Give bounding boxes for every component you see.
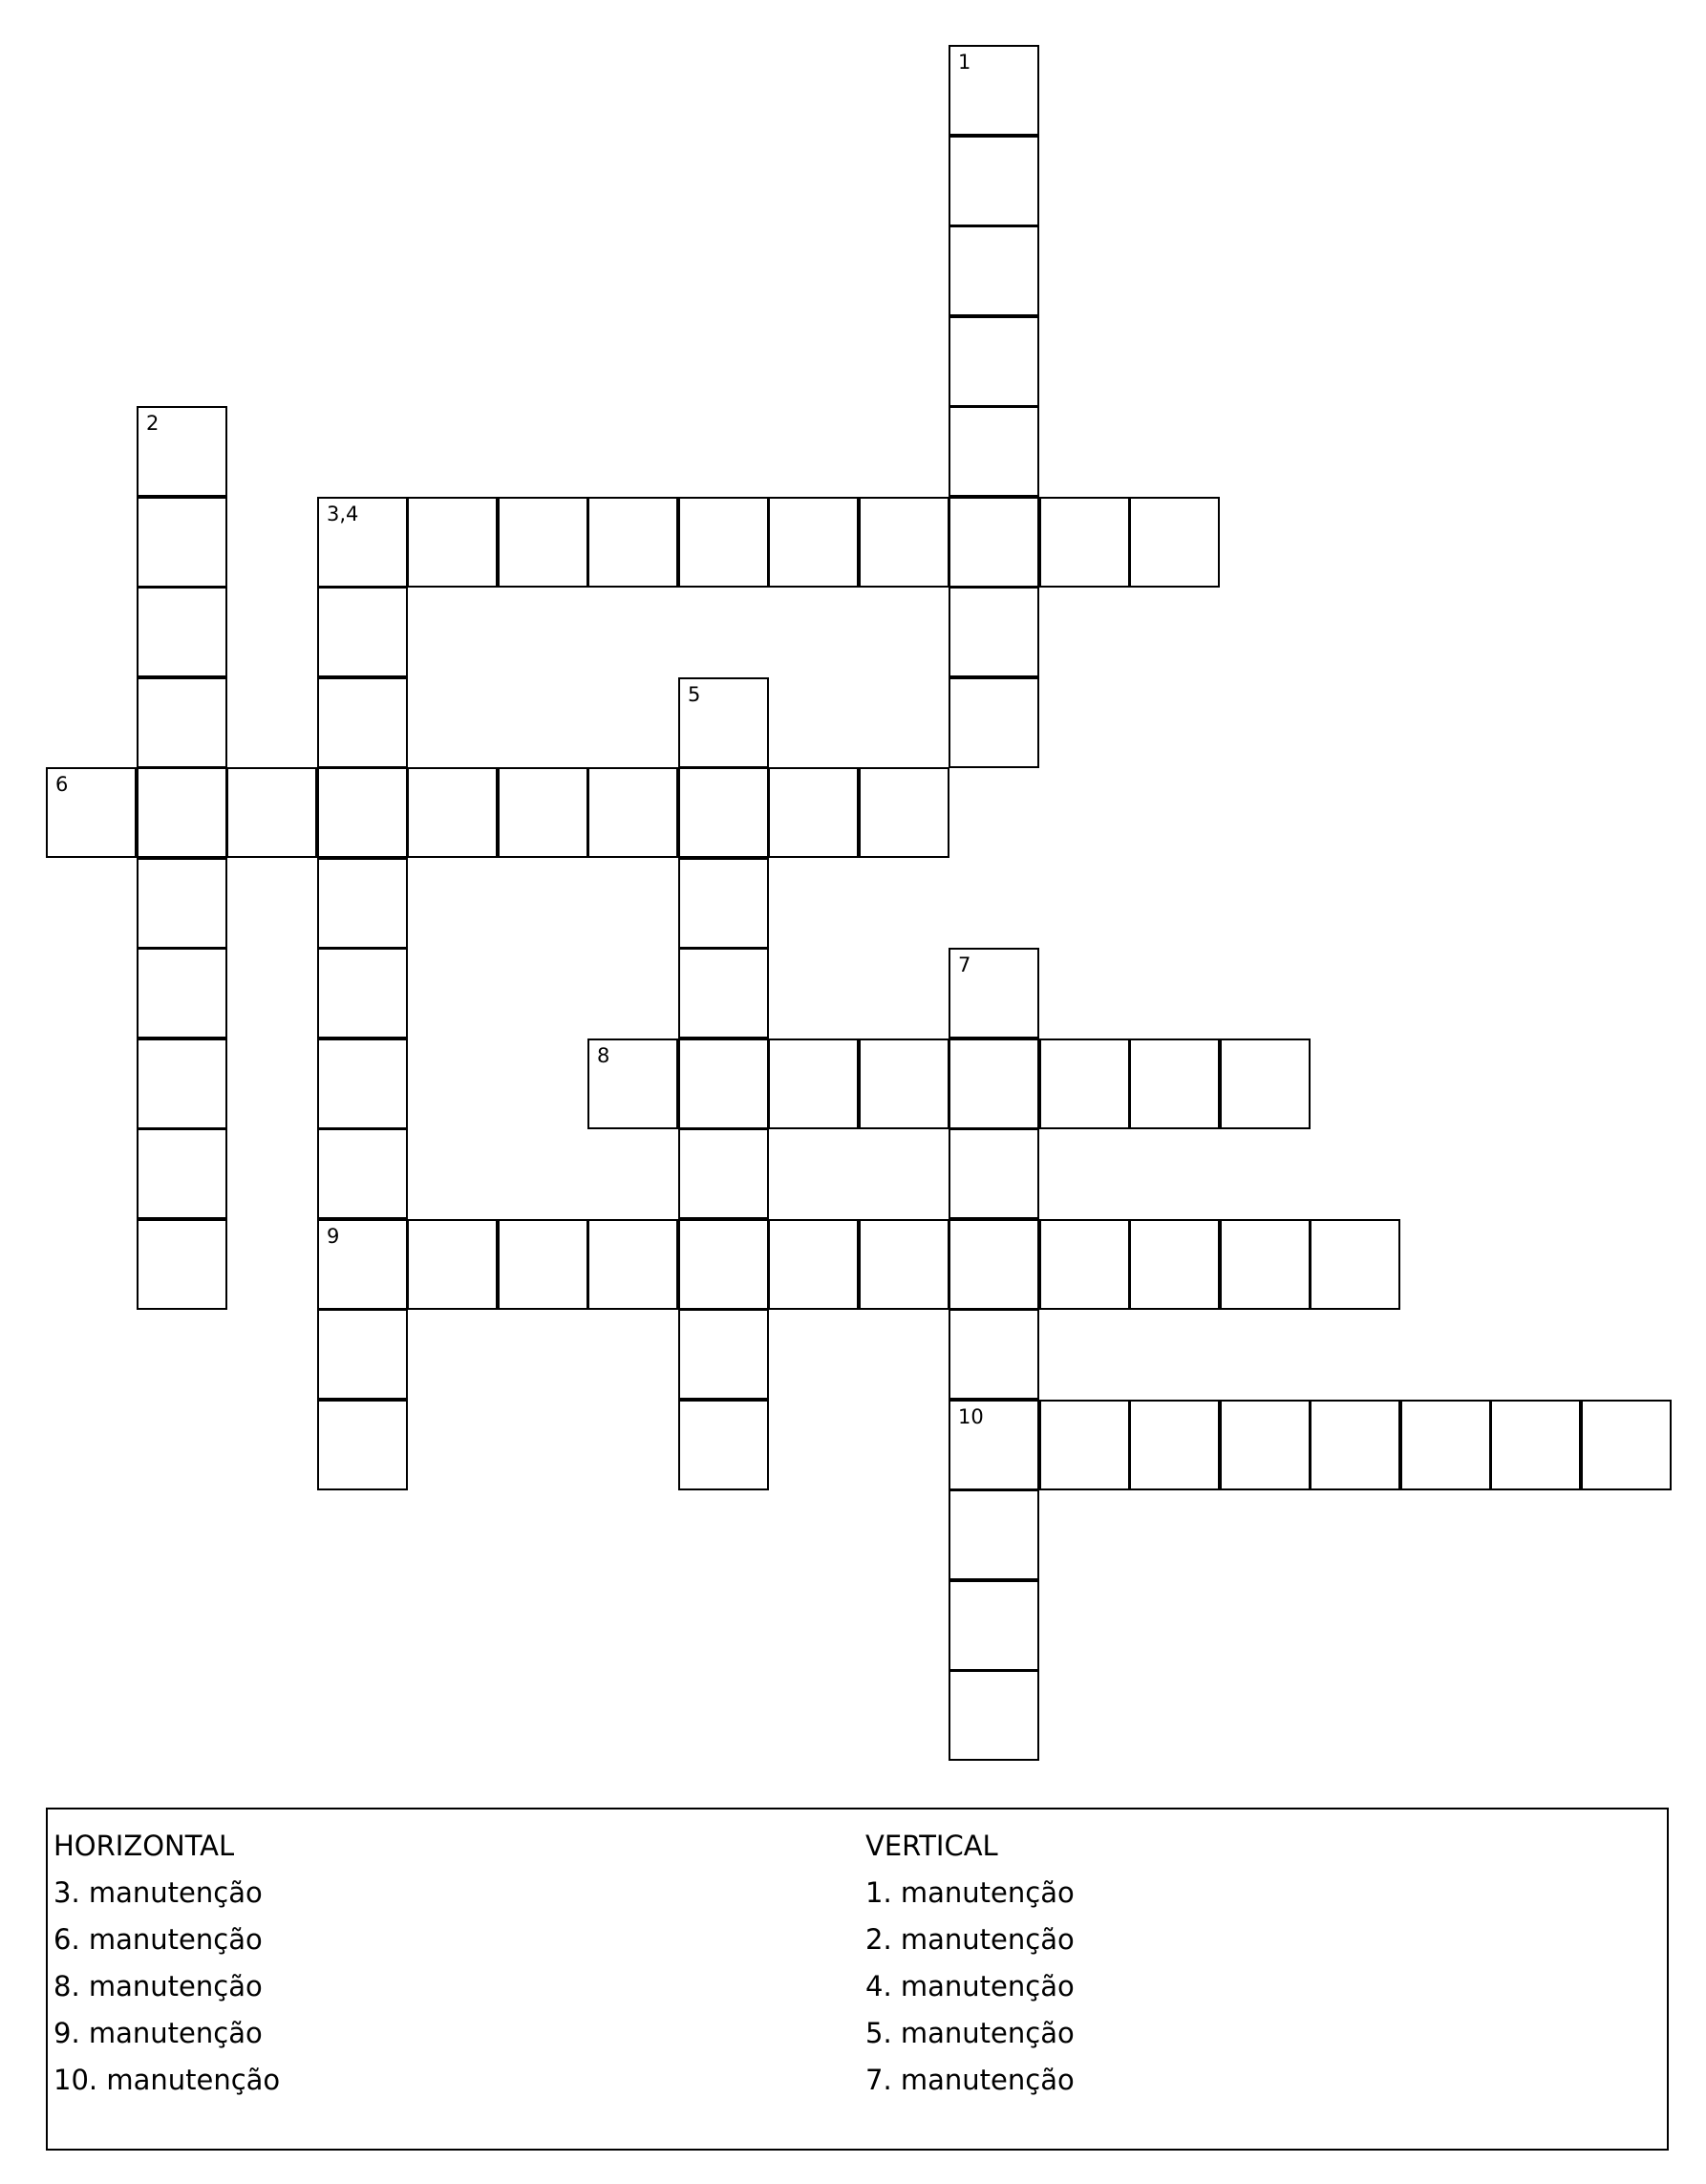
- clue-number: 9: [327, 1225, 340, 1248]
- crossword-cell[interactable]: [949, 45, 1039, 136]
- crossword-cell[interactable]: [1220, 1038, 1311, 1129]
- crossword-cell[interactable]: [678, 858, 769, 949]
- crossword-cell[interactable]: [678, 767, 769, 858]
- crossword-cell[interactable]: [859, 1219, 949, 1310]
- crossword-cell[interactable]: [407, 767, 498, 858]
- clue-number: 1: [958, 51, 971, 74]
- crossword-cell[interactable]: [949, 948, 1039, 1038]
- crossword-cell[interactable]: [1039, 1400, 1130, 1490]
- clue-vertical-5: 5. manutenção: [865, 2017, 1075, 2049]
- crossword-cell[interactable]: [137, 1128, 227, 1219]
- clue-horizontal-10: 10. manutenção: [53, 2064, 281, 2096]
- crossword-cell[interactable]: [1129, 1400, 1220, 1490]
- clue-horizontal-8: 8. manutenção: [53, 1970, 263, 2002]
- clue-number: 3,4: [327, 503, 359, 525]
- crossword-cell[interactable]: [137, 497, 227, 588]
- clue-number: 10: [958, 1405, 984, 1428]
- clue-vertical-2: 2. manutenção: [865, 1923, 1075, 1956]
- crossword-cell[interactable]: [949, 677, 1039, 768]
- crossword-cell[interactable]: [1220, 1400, 1311, 1490]
- crossword-cell[interactable]: [1129, 497, 1220, 588]
- crossword-cell[interactable]: [678, 1309, 769, 1400]
- crossword-cell[interactable]: [949, 1219, 1039, 1310]
- crossword-cell[interactable]: [137, 948, 227, 1038]
- crossword-cell[interactable]: [46, 767, 137, 858]
- crossword-cell[interactable]: [949, 497, 1039, 588]
- crossword-cell[interactable]: [949, 1400, 1039, 1490]
- crossword-cell[interactable]: [1039, 1219, 1130, 1310]
- crossword-cell[interactable]: [678, 1038, 769, 1129]
- crossword-cell[interactable]: [949, 1309, 1039, 1400]
- crossword-cell[interactable]: [1400, 1400, 1491, 1490]
- crossword-cell[interactable]: [678, 1400, 769, 1490]
- crossword-cell[interactable]: [317, 948, 408, 1038]
- crossword-cell[interactable]: [317, 858, 408, 949]
- crossword-cell[interactable]: [949, 1038, 1039, 1129]
- crossword-cell[interactable]: [949, 1128, 1039, 1219]
- clue-horizontal-3: 3. manutenção: [53, 1876, 263, 1909]
- crossword-cell[interactable]: [137, 677, 227, 768]
- clue-vertical-4: 4. manutenção: [865, 1970, 1075, 2002]
- horizontal-title: HORIZONTAL: [53, 1830, 235, 1862]
- crossword-cell[interactable]: [317, 497, 408, 588]
- crossword-cell[interactable]: [137, 767, 227, 858]
- crossword-cell[interactable]: [949, 1580, 1039, 1671]
- crossword-cell[interactable]: [317, 767, 408, 858]
- crossword-cell[interactable]: [137, 406, 227, 497]
- crossword-cell[interactable]: [949, 406, 1039, 497]
- crossword-cell[interactable]: [587, 1219, 678, 1310]
- crossword-cell[interactable]: [859, 497, 949, 588]
- crossword-cell[interactable]: [768, 1219, 859, 1310]
- crossword-cell[interactable]: [587, 1038, 678, 1129]
- crossword-cell[interactable]: [137, 1219, 227, 1310]
- crossword-cell[interactable]: [949, 225, 1039, 316]
- crossword-cell[interactable]: [317, 677, 408, 768]
- crossword-cell[interactable]: [949, 1489, 1039, 1580]
- crossword-cell[interactable]: [317, 587, 408, 677]
- clue-number: 8: [597, 1044, 610, 1067]
- crossword-cell[interactable]: [137, 858, 227, 949]
- crossword-cell[interactable]: [587, 497, 678, 588]
- clue-number: 7: [958, 953, 971, 976]
- crossword-cell[interactable]: [949, 1670, 1039, 1761]
- crossword-cell[interactable]: [678, 677, 769, 768]
- clue-number: 6: [55, 773, 69, 796]
- crossword-cell[interactable]: [768, 767, 859, 858]
- crossword-cell[interactable]: [137, 1038, 227, 1129]
- crossword-cell[interactable]: [949, 136, 1039, 226]
- vertical-clues: [865, 1823, 1075, 2104]
- crossword-cell[interactable]: [1129, 1219, 1220, 1310]
- crossword-cell[interactable]: [768, 497, 859, 588]
- crossword-cell[interactable]: [498, 497, 588, 588]
- crossword-cell[interactable]: [1129, 1038, 1220, 1129]
- clues-panel: [46, 1808, 1669, 2151]
- crossword-cell[interactable]: [498, 767, 588, 858]
- crossword-cell[interactable]: [949, 587, 1039, 677]
- crossword-cell[interactable]: [678, 1219, 769, 1310]
- crossword-cell[interactable]: [1039, 1038, 1130, 1129]
- crossword-cell[interactable]: [317, 1400, 408, 1490]
- horizontal-clues: [53, 1823, 280, 2104]
- clue-horizontal-9: 9. manutenção: [53, 2017, 263, 2049]
- crossword-cell[interactable]: [678, 1128, 769, 1219]
- crossword-cell[interactable]: [407, 497, 498, 588]
- crossword-cell[interactable]: [407, 1219, 498, 1310]
- crossword-cell[interactable]: [859, 1038, 949, 1129]
- crossword-cell[interactable]: [1490, 1400, 1581, 1490]
- crossword-cell[interactable]: [1310, 1219, 1400, 1310]
- crossword-cell[interactable]: [137, 587, 227, 677]
- crossword-cell[interactable]: [678, 948, 769, 1038]
- crossword-cell[interactable]: [949, 316, 1039, 407]
- clue-vertical-1: 1. manutenção: [865, 1876, 1075, 1909]
- crossword-cell[interactable]: [317, 1309, 408, 1400]
- crossword-cell[interactable]: [226, 767, 317, 858]
- crossword-cell[interactable]: [1581, 1400, 1672, 1490]
- crossword-cell[interactable]: [1220, 1219, 1311, 1310]
- crossword-cell[interactable]: [1310, 1400, 1400, 1490]
- vertical-title: VERTICAL: [865, 1830, 998, 1862]
- crossword-cell[interactable]: [587, 767, 678, 858]
- crossword-cell[interactable]: [317, 1219, 408, 1310]
- crossword-cell[interactable]: [678, 497, 769, 588]
- crossword-cell[interactable]: [768, 1038, 859, 1129]
- clue-number: 5: [688, 683, 701, 706]
- crossword-cell[interactable]: [859, 767, 949, 858]
- crossword-cell[interactable]: [498, 1219, 588, 1310]
- crossword-cell[interactable]: [317, 1128, 408, 1219]
- clue-number: 2: [146, 412, 160, 435]
- clue-vertical-7: 7. manutenção: [865, 2064, 1075, 2096]
- crossword-cell[interactable]: [1039, 497, 1130, 588]
- clue-horizontal-6: 6. manutenção: [53, 1923, 263, 1956]
- crossword-cell[interactable]: [317, 1038, 408, 1129]
